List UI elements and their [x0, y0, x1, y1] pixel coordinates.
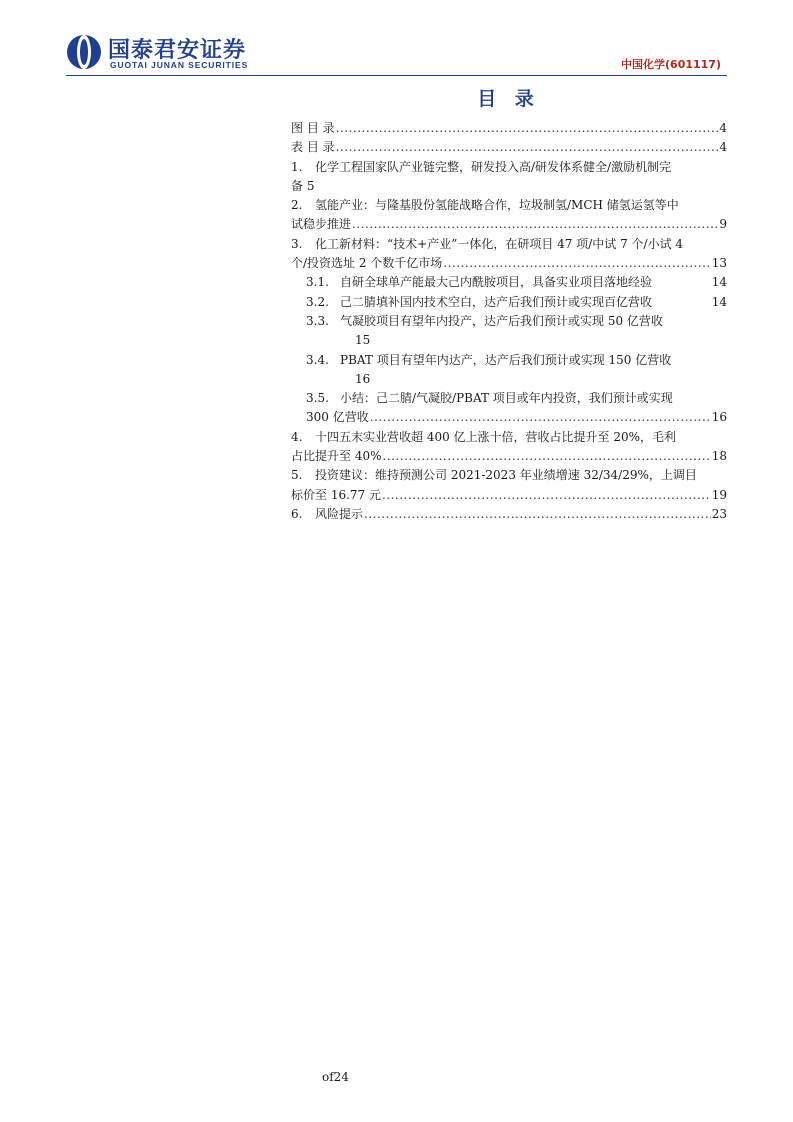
toc-section-number: 3.2.	[306, 294, 329, 309]
guotai-junan-logo-icon	[66, 34, 102, 70]
toc-entry-text-cont: 占比提升至 40%	[291, 449, 382, 464]
toc-entry-section-3-1[interactable]	[291, 273, 727, 292]
toc-entry-section-3-2[interactable]	[291, 293, 727, 312]
dot-leader	[364, 505, 711, 524]
toc-entry-section-5[interactable]	[291, 466, 727, 505]
toc-entry-text-cont: 备	[291, 178, 304, 193]
toc-section-number: 5.	[291, 468, 303, 483]
toc-entry-section-3[interactable]	[291, 235, 727, 274]
toc-entry-section-2[interactable]	[291, 196, 727, 235]
dot-leader	[383, 447, 711, 466]
toc-entry-text: 气凝胶项目有望年内投产，达产后我们预计或实现 50 亿营收	[340, 313, 663, 328]
toc-entry-text: 图 目 录	[291, 121, 335, 135]
toc-entry-figures[interactable]	[291, 119, 727, 138]
toc-page-number: 23	[711, 506, 727, 521]
toc-entry-tables[interactable]	[291, 138, 727, 157]
toc-page-number: 9	[719, 217, 727, 232]
toc-section-number: 1.	[291, 159, 303, 174]
toc-page-number: 13	[711, 256, 727, 271]
toc-page-number: 4	[719, 121, 727, 135]
toc-entry-section-3-3[interactable]	[291, 312, 727, 351]
toc-entry-text: 氢能产业：与隆基股份氢能战略合作，垃圾制氢/MCH 储氢运氢等中	[315, 198, 679, 213]
toc-entry-text: 十四五末实业营收超 400 亿上涨十倍，营收占比提升至 20%，毛利	[315, 429, 677, 444]
toc-section-number: 3.	[291, 236, 303, 251]
toc-entry-text: 表 目 录	[291, 140, 335, 155]
dot-leader	[336, 119, 719, 138]
header-divider	[66, 75, 727, 76]
toc-entry-text: 风险提示	[315, 506, 364, 521]
toc-entry-text: 自研全球单产能最大己内酰胺项目，具备实业项目落地经验	[340, 275, 653, 290]
toc-entry-text: 化工新材料：“技术+产业”一体化，在研项目 47 项/中试 7 个/小试 4	[315, 236, 684, 251]
dot-leader	[382, 486, 711, 505]
toc-entry-text-cont: 试稳步推进	[291, 217, 352, 232]
dot-leader	[370, 408, 711, 427]
toc-page-number: 14	[711, 275, 727, 290]
toc-title: 目 录	[477, 88, 540, 110]
toc-section-number: 3.5.	[306, 391, 329, 406]
toc-section-number: 3.3.	[306, 313, 329, 328]
toc-section-number: 2.	[291, 198, 303, 213]
toc-entry-text: 小结：己二腈/气凝胶/PBAT 项目或年内投资，我们预计或实现	[340, 391, 673, 406]
toc-section-number: 3.1.	[306, 275, 329, 290]
toc-entry-text: 己二腈填补国内技术空白，达产后我们预计或实现百亿营收	[340, 294, 653, 309]
dot-leader	[352, 215, 718, 234]
toc-page-number: 15	[355, 333, 371, 348]
table-of-contents	[291, 119, 727, 524]
brand-name-cn: 国泰君安证券	[108, 38, 247, 63]
toc-entry-text: 化学工程国家队产业链完整，研发投入高/研发体系健全/激励机制完	[315, 159, 672, 174]
company-ticker: 中国化学(601117)	[621, 58, 721, 71]
toc-entry-text-cont: 300 亿营收	[306, 410, 369, 425]
toc-entry-text-cont: 标价至 16.77 元	[291, 487, 381, 502]
toc-page-number: 19	[711, 487, 727, 502]
toc-entry-text: PBAT 项目有望年内达产，达产后我们预计或实现 150 亿营收	[340, 352, 672, 367]
dot-leader	[336, 138, 719, 157]
toc-page-number: 16	[711, 410, 727, 425]
toc-page-number: 14	[711, 294, 727, 309]
toc-page-number: 4	[719, 140, 727, 155]
toc-entry-section-1[interactable]	[291, 158, 727, 197]
toc-section-number: 3.4.	[306, 352, 329, 367]
toc-section-number: 4.	[291, 429, 303, 444]
page-header	[0, 0, 793, 80]
toc-entry-section-3-5[interactable]	[291, 389, 727, 428]
page-footer: of24	[322, 1070, 349, 1084]
toc-entry-text-cont: 个/投资选址 2 个数千亿市场	[291, 256, 443, 271]
toc-section-number: 6.	[291, 506, 303, 521]
brand-name-en: GUOTAI JUNAN SECURITIES	[110, 60, 249, 70]
toc-page-number: 5	[306, 178, 315, 193]
toc-page-number: 16	[355, 371, 371, 386]
toc-entry-section-3-4[interactable]	[291, 351, 727, 390]
toc-page-number: 18	[711, 449, 727, 464]
toc-entry-text: 投资建议：维持预测公司 2021-2023 年业绩增速 32/34/29%，上调目	[315, 468, 697, 483]
toc-entry-section-6[interactable]	[291, 505, 727, 524]
toc-entry-section-4[interactable]	[291, 428, 727, 467]
dot-leader	[443, 254, 710, 273]
